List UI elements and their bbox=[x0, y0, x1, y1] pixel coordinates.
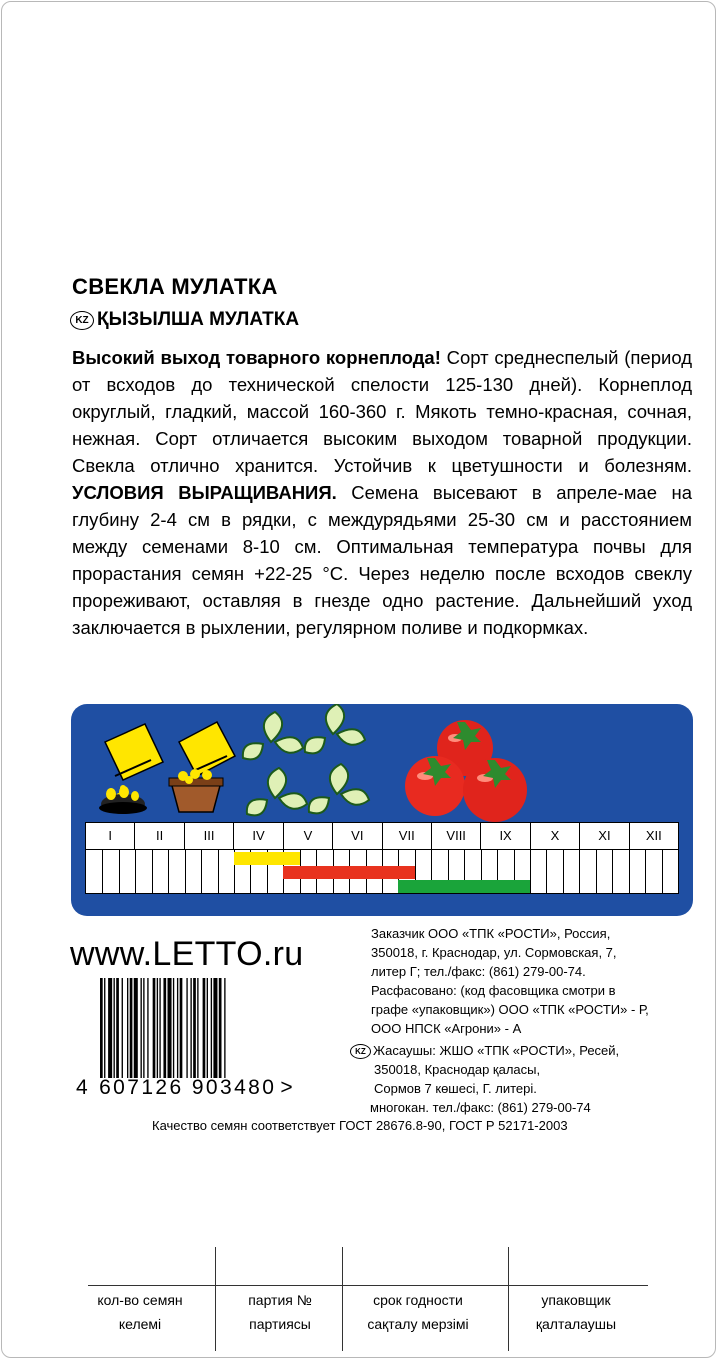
barcode-bar bbox=[159, 978, 160, 1078]
barcode-bar bbox=[168, 978, 172, 1078]
grid-line bbox=[168, 850, 169, 893]
month-5: V bbox=[284, 823, 333, 849]
footer-rule bbox=[88, 1285, 648, 1286]
barcode bbox=[100, 978, 330, 1078]
quality-note: Качество семян соответствует ГОСТ 28676.8-90, ГОСТ Р 52171-2003 bbox=[152, 1118, 568, 1133]
grid-line bbox=[102, 850, 103, 893]
month-7: VII bbox=[383, 823, 432, 849]
description-part2: Семена высевают в апреле-мае на глубину 2-4 см в рядки, с междурядьями 25-30 см и расстоянием между семенами 8-10 см. Оптимальная температура почвы для прорастания семян +22-25 °С. Через неделю после всходов свеклу прореживают, оставляя в гнезде одно растение. Дальнейший уход заключается в рыхлении, регулярном поливе и подкормках. bbox=[72, 482, 692, 638]
month-12: XII bbox=[645, 828, 662, 843]
barcode-bar bbox=[108, 978, 112, 1078]
grid-line bbox=[530, 850, 531, 893]
barcode-bar bbox=[213, 978, 217, 1078]
manufacturer-line-ru: графе «упаковщик») ООО «ТПК «РОСТИ» - Р, bbox=[371, 1002, 649, 1017]
manufacturer-line-kz bbox=[350, 1079, 660, 1098]
month-1: I bbox=[86, 823, 135, 849]
grid-line bbox=[563, 850, 564, 893]
month-2: II bbox=[135, 823, 184, 849]
manufacturer-line-kz-text: Сормов 7 көшесі, Г. литері. bbox=[374, 1081, 537, 1096]
barcode-bar bbox=[224, 978, 225, 1078]
barcode-bar bbox=[143, 978, 144, 1078]
barcode-arrow: > bbox=[280, 1076, 295, 1099]
kz-badge: KZ bbox=[70, 311, 94, 330]
kz-badge-small: KZ bbox=[350, 1044, 371, 1059]
barcode-digits bbox=[76, 1076, 295, 1100]
subtitle-kz-text: ҚЫЗЫЛША МУЛАТКА bbox=[97, 309, 300, 330]
grid-line bbox=[645, 850, 646, 893]
grid-line bbox=[218, 850, 219, 893]
barcode-bar bbox=[157, 978, 158, 1078]
grid-line bbox=[201, 850, 202, 893]
grid-line bbox=[596, 850, 597, 893]
packet-border bbox=[1, 1, 716, 1358]
barcode-bar bbox=[177, 978, 178, 1078]
barcode-bar bbox=[180, 978, 183, 1078]
manufacturer-line-kz-text: 350018, Краснодар қаласы, bbox=[374, 1062, 541, 1077]
grid-line bbox=[185, 850, 186, 893]
footer-label-ru: упаковщик bbox=[541, 1292, 611, 1308]
grid-line bbox=[579, 850, 580, 893]
tomatoes-harvest-icon bbox=[405, 720, 527, 822]
manufacturer-line-kz bbox=[350, 1041, 660, 1060]
barcode-bar bbox=[193, 978, 196, 1078]
barcode-bar bbox=[134, 978, 138, 1078]
month-3: III bbox=[185, 823, 234, 849]
barcode-bar bbox=[190, 978, 191, 1078]
barcode-bar bbox=[173, 978, 174, 1078]
footer-label-ru: срок годности bbox=[373, 1292, 463, 1308]
barcode-bar bbox=[114, 978, 115, 1078]
manufacturer-line-ru: Расфасовано: (код фасовщика смотри в bbox=[371, 983, 616, 998]
barcode-group2: 903480 bbox=[191, 1076, 277, 1099]
seedlings-icon bbox=[243, 704, 369, 815]
barcode-lead-digit: 4 bbox=[76, 1076, 91, 1099]
barcode-bar bbox=[141, 978, 142, 1078]
grid-line bbox=[119, 850, 120, 893]
barcode-bar bbox=[163, 978, 166, 1078]
barcode-group1: 607126 bbox=[99, 1076, 184, 1099]
barcode-bar bbox=[116, 978, 119, 1078]
month-10: X bbox=[531, 823, 580, 849]
barcode-bar bbox=[100, 978, 103, 1078]
grid-line bbox=[662, 850, 663, 893]
footer-label-ru: партия № bbox=[248, 1292, 312, 1308]
manufacturer-line-ru: литер Г; тел./факс: (861) 279-00-74. bbox=[371, 964, 586, 979]
month-11: XI bbox=[580, 823, 629, 849]
manufacturer-line-ru: 350018, г. Краснодар, ул. Сормовская, 7, bbox=[371, 945, 617, 960]
description-lead: Высокий выход товарного корнеплода! bbox=[72, 347, 441, 368]
period-grid bbox=[86, 850, 678, 893]
barcode-bar bbox=[203, 978, 206, 1078]
barcode-bar bbox=[104, 978, 105, 1078]
period-bar-growing bbox=[283, 866, 415, 879]
manufacturer-line-kz bbox=[350, 1098, 660, 1117]
footer-label-kz: келемі bbox=[118, 1316, 162, 1332]
product-description bbox=[72, 344, 692, 641]
footer-label-kz: партиясы bbox=[249, 1316, 311, 1332]
barcode-bar bbox=[219, 978, 222, 1078]
grid-line bbox=[135, 850, 136, 893]
seed-packet-pot-icon bbox=[169, 722, 235, 812]
manufacturer-line-kz-text: многокан. тел./факс: (861) 279-00-74 bbox=[370, 1100, 591, 1115]
barcode-bar bbox=[207, 978, 208, 1078]
month-6: VI bbox=[333, 823, 382, 849]
month-4: IV bbox=[234, 823, 283, 849]
manufacturer-line-ru: ООО НПСК «Агрони» - А bbox=[371, 1021, 522, 1036]
barcode-bar bbox=[147, 978, 148, 1078]
month-calendar-grid bbox=[85, 822, 679, 894]
footer-label-kz: сақталу мерзімі bbox=[367, 1316, 469, 1332]
barcode-bar bbox=[153, 978, 156, 1078]
month-header-row bbox=[86, 823, 678, 850]
barcode-bar bbox=[130, 978, 133, 1078]
footer-label-ru: кол-во семян bbox=[97, 1292, 183, 1308]
barcode-bar bbox=[197, 978, 198, 1078]
website-url: www.LETTO.ru bbox=[70, 935, 304, 973]
product-subtitle-kz bbox=[70, 309, 299, 331]
seed-packet-sowing-icon bbox=[99, 724, 163, 814]
barcode-bar bbox=[122, 978, 123, 1078]
period-bar-harvest bbox=[398, 880, 530, 893]
product-title: СВЕКЛА МУЛАТКА bbox=[72, 274, 278, 299]
footer-divider bbox=[508, 1247, 509, 1351]
grid-line bbox=[629, 850, 630, 893]
manufacturer-info-kz bbox=[350, 1041, 660, 1117]
description-heading: УСЛОВИЯ ВЫРАЩИВАНИЯ. bbox=[72, 482, 337, 503]
grid-line bbox=[612, 850, 613, 893]
manufacturer-line-kz bbox=[350, 1060, 660, 1079]
grid-line bbox=[152, 850, 153, 893]
barcode-bar bbox=[127, 978, 128, 1078]
period-bar-sowing bbox=[234, 852, 300, 865]
barcode-bar bbox=[211, 978, 212, 1078]
manufacturer-line-ru: Заказчик ООО «ТПК «РОСТИ», Россия, bbox=[371, 926, 611, 941]
manufacturer-line-kz-text: Жасаушы: ЖШО «ТПК «РОСТИ», Ресей, bbox=[373, 1043, 620, 1058]
barcode-bar bbox=[186, 978, 187, 1078]
month-9: IX bbox=[481, 823, 530, 849]
footer-label-kz: қалталаушы bbox=[535, 1316, 617, 1332]
manufacturer-info-ru bbox=[371, 924, 671, 1038]
description-part1: Сорт среднеспелый (период от всходов до технической спелости 125-130 дней). Корнеплод округлый, гладкий, массой 160-360 г. Мякоть темно-красная, сочная, нежная. Сорт отличается высоким выходом товарной продукции. Свекла отлично хранится. Устойчив к цветушности и болезням. bbox=[72, 347, 692, 476]
grid-line bbox=[546, 850, 547, 893]
month-8: VIII bbox=[432, 823, 481, 849]
